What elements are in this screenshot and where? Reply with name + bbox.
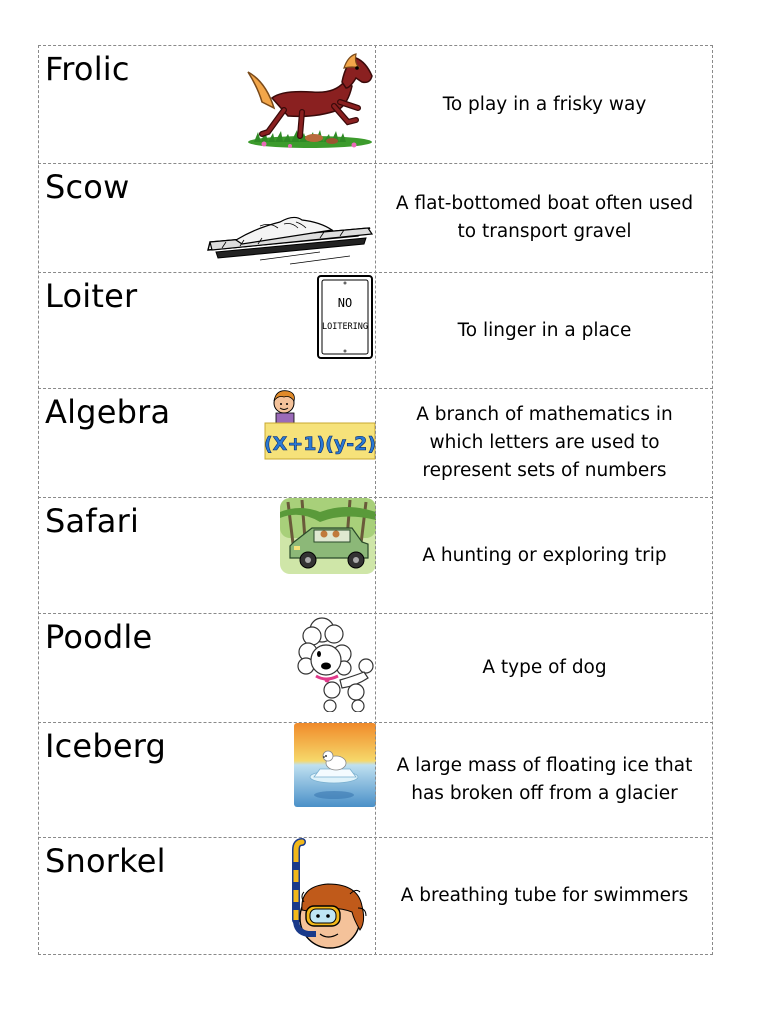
definition-text: A large mass of floating ice that has broken off from a glacier xyxy=(396,755,693,804)
card-fold-line xyxy=(38,45,39,955)
term-word: Scow xyxy=(45,168,130,206)
algebra-board-text: (X+1)(y-2) xyxy=(264,433,376,455)
definition-text: To play in a frisky way xyxy=(442,93,647,115)
term-word: Safari xyxy=(45,502,140,540)
horse-icon xyxy=(244,46,376,152)
no-loitering-sign-icon xyxy=(314,273,376,363)
term-word: Loiter xyxy=(45,277,138,315)
term-word: Poodle xyxy=(45,618,153,656)
term-word: Algebra xyxy=(45,393,171,431)
poodle-icon xyxy=(296,614,376,712)
sign-text-loitering: LOITERING xyxy=(321,322,369,332)
iceberg-icon xyxy=(294,723,376,807)
definition-text: A flat-bottomed boat often used to transport gravel xyxy=(395,193,694,242)
definition-text: A hunting or exploring trip xyxy=(422,544,667,566)
definition-text: A type of dog xyxy=(482,657,607,678)
safari-jeep-icon xyxy=(280,498,376,574)
definition-text: A branch of mathematics in which letters are used to represent sets of numbers xyxy=(416,404,673,481)
term-word: Frolic xyxy=(45,50,130,88)
vocabulary-card-sheet xyxy=(38,45,713,955)
snorkel-icon xyxy=(280,838,376,954)
definition-text: A breathing tube for swimmers xyxy=(400,885,689,906)
card-fold-line xyxy=(375,45,376,955)
term-word: Iceberg xyxy=(45,727,167,765)
definition-text: To linger in a place xyxy=(457,319,632,341)
boat-icon xyxy=(200,164,376,270)
term-word: Snorkel xyxy=(45,842,166,880)
card-fold-line xyxy=(712,45,713,955)
sign-text-no: NO xyxy=(337,296,353,310)
algebra-kid-icon xyxy=(264,389,376,461)
